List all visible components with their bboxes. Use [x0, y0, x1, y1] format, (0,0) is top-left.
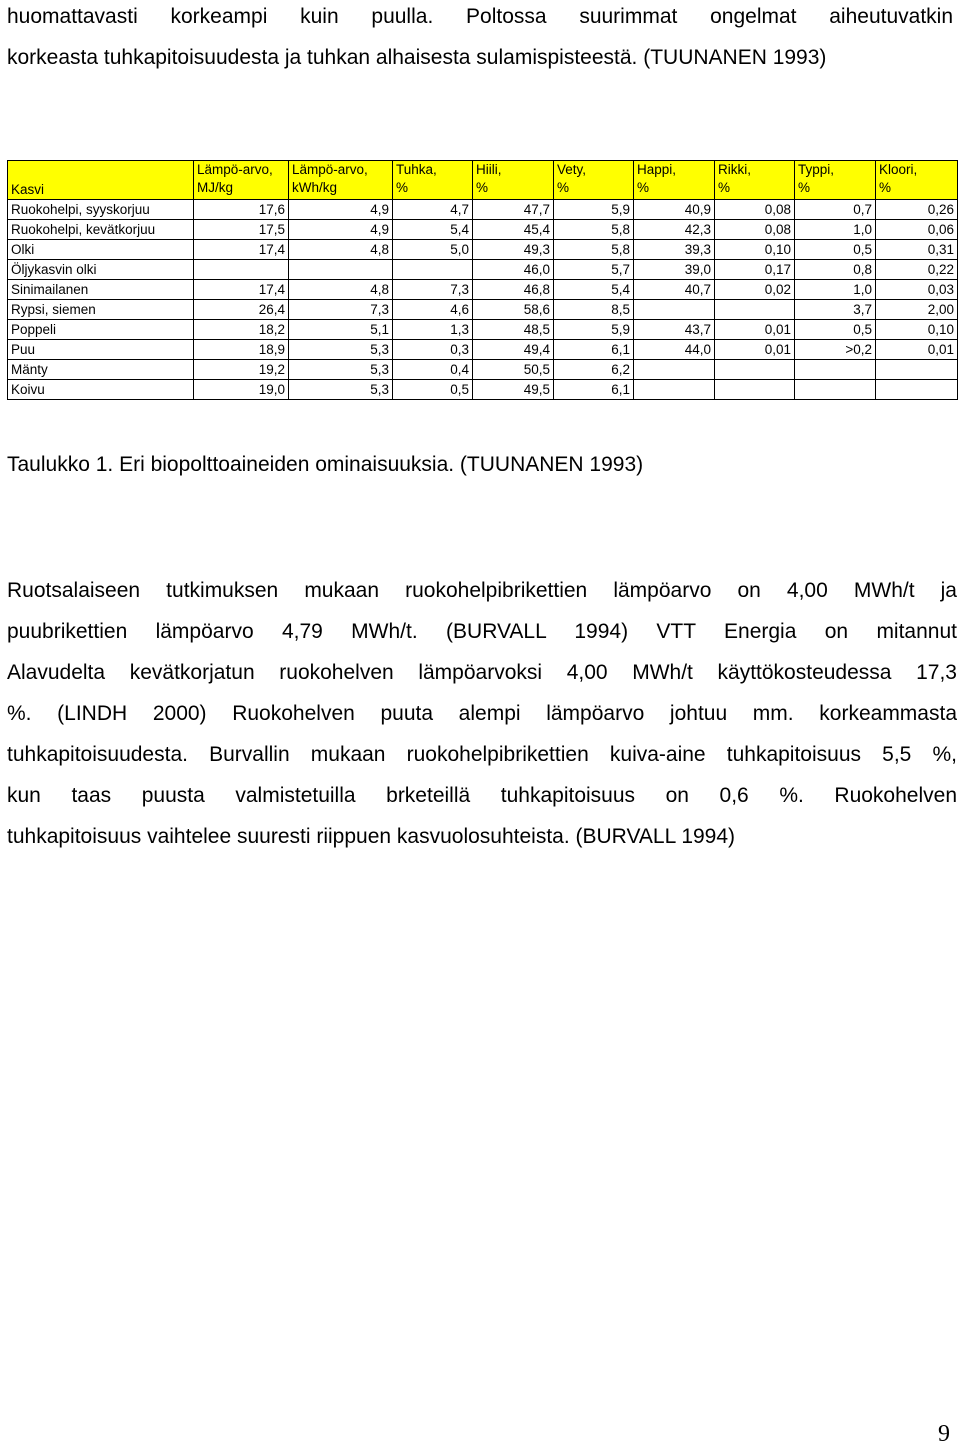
value-cell: 5,3	[289, 360, 393, 380]
intro-paragraph	[7, 0, 953, 78]
paragraph-line: %. (LINDH 2000) Ruokohelven puuta alempi lämpöarvo johtuu mm. korkeammasta	[7, 702, 957, 725]
header-unit: %	[798, 180, 811, 195]
value-cell: 0,03	[876, 280, 958, 300]
table-header-cell	[634, 161, 715, 200]
value-cell: 0,5	[795, 240, 876, 260]
value-cell: 7,3	[289, 300, 393, 320]
table-row	[8, 360, 958, 380]
header-unit: %	[879, 180, 892, 195]
row-label-cell: Poppeli	[8, 320, 194, 340]
header-unit: %	[476, 180, 489, 195]
value-cell: 5,8	[554, 220, 634, 240]
value-cell: 0,5	[393, 380, 473, 400]
paragraph-line: tuhkapitoisuus vaihtelee suuresti riippuen kasvuolosuhteista. (BURVALL 1994)	[7, 825, 736, 848]
value-cell: 4,9	[289, 220, 393, 240]
value-cell: 0,08	[715, 220, 795, 240]
value-cell: 0,3	[393, 340, 473, 360]
value-cell: 1,0	[795, 280, 876, 300]
value-cell: 5,4	[554, 280, 634, 300]
table-row	[8, 320, 958, 340]
value-cell: 4,6	[393, 300, 473, 320]
value-cell	[393, 260, 473, 280]
value-cell	[715, 300, 795, 320]
value-cell	[715, 360, 795, 380]
header-unit: %	[396, 180, 409, 195]
value-cell: 0,8	[795, 260, 876, 280]
value-cell: 47,7	[473, 200, 554, 220]
table-row	[8, 340, 958, 360]
paragraph-line: tuhkapitoisuudesta. Burvallin mukaan ruokohelpibrikettien kuiva-aine tuhkapitoisuus 5,5 %,	[7, 743, 957, 766]
value-cell: 5,9	[554, 200, 634, 220]
value-cell: 17,5	[194, 220, 289, 240]
value-cell: 19,0	[194, 380, 289, 400]
value-cell: 5,8	[554, 240, 634, 260]
value-cell: 5,4	[393, 220, 473, 240]
value-cell: 0,10	[876, 320, 958, 340]
table-row	[8, 240, 958, 260]
value-cell: 0,4	[393, 360, 473, 380]
value-cell: 8,5	[554, 300, 634, 320]
value-cell: 0,01	[715, 320, 795, 340]
table-caption: Taulukko 1. Eri biopolttoaineiden ominaisuuksia. (TUUNANEN 1993)	[7, 453, 644, 476]
value-cell: 1,3	[393, 320, 473, 340]
value-cell: 0,26	[876, 200, 958, 220]
header-unit: %	[637, 180, 650, 195]
header-unit: kWh/kg	[292, 180, 338, 195]
value-cell	[795, 380, 876, 400]
value-cell: 49,3	[473, 240, 554, 260]
value-cell: 40,9	[634, 200, 715, 220]
value-cell	[634, 360, 715, 380]
value-cell: 0,22	[876, 260, 958, 280]
value-cell: 5,7	[554, 260, 634, 280]
paragraph-line: puubrikettien lämpöarvo 4,79 MWh/t. (BURVALL 1994) VTT Energia on mitannut	[7, 620, 957, 643]
table-header-cell	[473, 161, 554, 200]
paragraph-line: Alavudelta kevätkorjatun ruokohelven lämpöarvoksi 4,00 MWh/t käyttökosteudessa 17,3	[7, 661, 957, 684]
row-label-cell: Puu	[8, 340, 194, 360]
value-cell: 19,2	[194, 360, 289, 380]
value-cell: 44,0	[634, 340, 715, 360]
value-cell: 4,7	[393, 200, 473, 220]
value-cell: 0,01	[715, 340, 795, 360]
intro-line: huomattavasti korkeampi kuin puulla. Poltossa suurimmat ongelmat aiheutuvatkin	[7, 5, 953, 28]
header-unit: %	[718, 180, 731, 195]
table-header-cell	[554, 161, 634, 200]
header-label: Rikki,	[718, 162, 751, 177]
value-cell: 2,00	[876, 300, 958, 320]
value-cell: 5,3	[289, 340, 393, 360]
row-label-cell: Rypsi, siemen	[8, 300, 194, 320]
row-label-cell: Ruokohelpi, syyskorjuu	[8, 200, 194, 220]
table-row	[8, 300, 958, 320]
value-cell: 0,02	[715, 280, 795, 300]
value-cell: 40,7	[634, 280, 715, 300]
value-cell: 43,7	[634, 320, 715, 340]
table-header-cell	[393, 161, 473, 200]
value-cell	[876, 380, 958, 400]
row-label-cell: Koivu	[8, 380, 194, 400]
table-header-cell	[289, 161, 393, 200]
value-cell: 18,2	[194, 320, 289, 340]
value-cell: 49,4	[473, 340, 554, 360]
value-cell	[715, 380, 795, 400]
value-cell	[634, 300, 715, 320]
value-cell: 5,9	[554, 320, 634, 340]
value-cell: 6,1	[554, 340, 634, 360]
value-cell: 18,9	[194, 340, 289, 360]
page-number: 9	[938, 1421, 950, 1447]
value-cell: 46,8	[473, 280, 554, 300]
header-label: Hiili,	[476, 162, 502, 177]
value-cell: 46,0	[473, 260, 554, 280]
biofuel-properties-table	[7, 160, 958, 400]
value-cell: 45,4	[473, 220, 554, 240]
value-cell	[289, 260, 393, 280]
table-row	[8, 220, 958, 240]
row-label-cell: Sinimailanen	[8, 280, 194, 300]
table-header-row	[8, 161, 958, 200]
value-cell	[634, 380, 715, 400]
value-cell: 7,3	[393, 280, 473, 300]
value-cell	[876, 360, 958, 380]
value-cell: 0,06	[876, 220, 958, 240]
value-cell: 0,17	[715, 260, 795, 280]
value-cell: 0,31	[876, 240, 958, 260]
value-cell: >0,2	[795, 340, 876, 360]
header-label: Lämpö-arvo,	[197, 162, 273, 177]
header-label: Lämpö-arvo,	[292, 162, 368, 177]
paragraph-line: Ruotsalaiseen tutkimuksen mukaan ruokohelpibrikettien lämpöarvo on 4,00 MWh/t ja	[7, 579, 957, 602]
value-cell: 39,3	[634, 240, 715, 260]
value-cell: 0,5	[795, 320, 876, 340]
value-cell: 5,3	[289, 380, 393, 400]
header-unit: Kasvi	[11, 182, 45, 197]
row-label-cell: Öljykasvin olki	[8, 260, 194, 280]
value-cell: 3,7	[795, 300, 876, 320]
value-cell: 17,4	[194, 240, 289, 260]
value-cell: 42,3	[634, 220, 715, 240]
value-cell	[194, 260, 289, 280]
value-cell: 50,5	[473, 360, 554, 380]
table-header-cell	[715, 161, 795, 200]
header-label: Tuhka,	[396, 162, 437, 177]
table-row	[8, 260, 958, 280]
table-header-cell	[194, 161, 289, 200]
header-unit: %	[557, 180, 570, 195]
value-cell: 4,8	[289, 240, 393, 260]
row-label-cell: Olki	[8, 240, 194, 260]
body-paragraph	[7, 570, 957, 857]
value-cell: 1,0	[795, 220, 876, 240]
value-cell: 0,10	[715, 240, 795, 260]
value-cell: 4,9	[289, 200, 393, 220]
value-cell: 5,0	[393, 240, 473, 260]
value-cell: 5,1	[289, 320, 393, 340]
value-cell: 17,4	[194, 280, 289, 300]
table-header-cell	[8, 161, 194, 200]
table-row	[8, 380, 958, 400]
value-cell: 4,8	[289, 280, 393, 300]
value-cell: 39,0	[634, 260, 715, 280]
row-label-cell: Mänty	[8, 360, 194, 380]
value-cell: 49,5	[473, 380, 554, 400]
value-cell: 0,01	[876, 340, 958, 360]
header-label: Kloori,	[879, 162, 918, 177]
paragraph-line: kun taas puusta valmistetuilla brketeillä tuhkapitoisuus on 0,6 %. Ruokohelven	[7, 784, 957, 807]
value-cell: 48,5	[473, 320, 554, 340]
value-cell: 6,2	[554, 360, 634, 380]
header-label: Typpi,	[798, 162, 835, 177]
value-cell: 58,6	[473, 300, 554, 320]
intro-line: korkeasta tuhkapitoisuudesta ja tuhkan alhaisesta sulamispisteestä. (TUUNANEN 1993)	[7, 46, 827, 69]
header-label: Vety,	[557, 162, 587, 177]
header-unit: MJ/kg	[197, 180, 234, 195]
table-row	[8, 280, 958, 300]
value-cell: 17,6	[194, 200, 289, 220]
header-label: Happi,	[637, 162, 677, 177]
value-cell: 26,4	[194, 300, 289, 320]
value-cell: 0,08	[715, 200, 795, 220]
value-cell: 0,7	[795, 200, 876, 220]
table-row	[8, 200, 958, 220]
table-header-cell	[876, 161, 958, 200]
row-label-cell: Ruokohelpi, kevätkorjuu	[8, 220, 194, 240]
value-cell	[795, 360, 876, 380]
value-cell: 6,1	[554, 380, 634, 400]
table-header-cell	[795, 161, 876, 200]
